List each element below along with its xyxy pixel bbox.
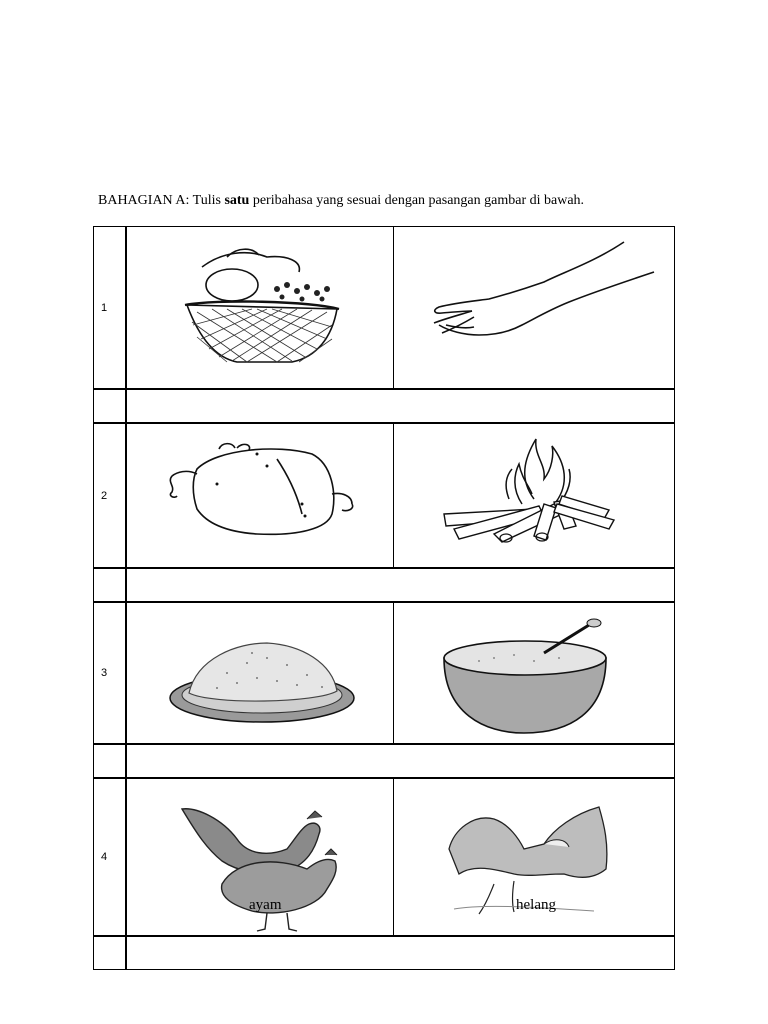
row-number-blank (93, 389, 126, 423)
plate-of-rice-icon (127, 603, 395, 745)
answer-box-3[interactable] (126, 744, 675, 778)
instruction: BAHAGIAN A: Tulis satu peribahasa yang sesuai dengan pasangan gambar di bawah. (98, 193, 585, 208)
picture-row-1 (93, 226, 675, 389)
ayam-caption: ayam (249, 897, 282, 913)
row-number-blank (93, 568, 126, 602)
picture-cell-left (126, 226, 394, 389)
cotton-bale-icon (127, 424, 395, 569)
picture-cell-right (393, 423, 675, 568)
worksheet-table (93, 226, 675, 970)
answer-box-4[interactable] (126, 936, 675, 970)
picture-row-4 (93, 778, 675, 936)
picture-cell-left (126, 602, 394, 744)
answer-box-1[interactable] (126, 389, 675, 423)
outstretched-hand-icon (394, 227, 676, 390)
helang-caption: helang (516, 897, 556, 913)
picture-row-3 (93, 602, 675, 744)
picture-cell-left (126, 423, 394, 568)
bowl-of-porridge-icon (394, 603, 676, 745)
answer-row-4 (93, 936, 675, 970)
answer-row-2 (93, 568, 675, 602)
row-number-blank (93, 744, 126, 778)
answer-row-3 (93, 744, 675, 778)
answer-box-2[interactable] (126, 568, 675, 602)
picture-cell-right (393, 226, 675, 389)
picture-cell-left (126, 778, 394, 936)
eagle-icon (394, 779, 676, 937)
row-number: 4 (93, 778, 126, 936)
picture-row-2 (93, 423, 675, 568)
picture-cell-right (393, 778, 675, 936)
row-number-blank (93, 936, 126, 970)
row-number: 3 (93, 602, 126, 744)
answer-row-1 (93, 389, 675, 423)
basket-of-food-icon (127, 227, 395, 390)
picture-cell-right (393, 602, 675, 744)
row-number: 1 (93, 226, 126, 389)
row-number: 2 (93, 423, 126, 568)
campfire-icon (394, 424, 676, 569)
chickens-icon (127, 779, 395, 937)
